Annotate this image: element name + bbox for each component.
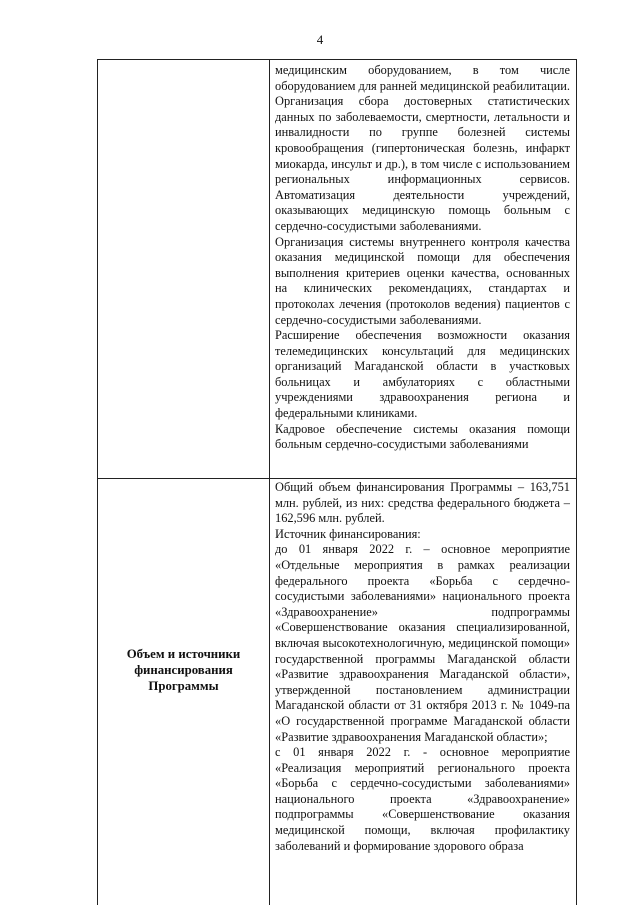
table-top-border bbox=[98, 59, 576, 60]
label-line: финансирования bbox=[134, 663, 233, 677]
row2-paragraph: до 01 января 2022 г. – основное мероприятие «Отдельные мероприятия в рамках реализации федерального проекта «Борьба с сердечно-сосудистыми заболеваниями» национального проекта «Здравоохранение» подпрограммы «Совершенствование оказания специализированной, включая высокотехнологичную, медицинской помощи» государственной программы Магаданской области «Развитие здравоохранения Магаданской области», утвержденной постановлением администрации Магаданской области от 31 октября 2013 г. № 1049-па «О государственной программе Магаданской области «Развитие здравоохранения Магаданской области»; bbox=[275, 542, 570, 744]
row1-paragraph: Расширение обеспечения возможности оказания телемедицинских консультаций для медицинских организаций Магаданской области в участковых больницах и амбулаториях с областными учреждениями здравоохранения региона и федеральными клиниками. bbox=[275, 328, 570, 421]
page-number: 4 bbox=[316, 32, 324, 47]
row2-paragraph: с 01 января 2022 г. - основное мероприятие «Реализация мероприятий регионального проекта «Борьба с сердечно-сосудистыми заболеваниями» национального проекта «Здравоохранение» подпрограммы «Совершенствование оказания медицинской помощи, включая профилактику заболеваний и формирование здорового образа bbox=[275, 745, 570, 853]
row2-paragraph: Источник финансирования: bbox=[275, 526, 421, 541]
row1-paragraph: медицинским оборудованием, в том числе оборудованием для ранней медицинской реабилитации. bbox=[275, 63, 570, 93]
label-line: Программы bbox=[148, 679, 219, 693]
row2-paragraph: Общий объем финансирования Программы – 163,751 млн. рублей, из них: средства федерального бюджета – 162,596 млн. рублей. bbox=[275, 480, 570, 526]
table-row-1-content bbox=[275, 63, 570, 453]
row1-paragraph: Организация сбора достоверных статистических данных по заболеваемости, смертности, летальности и инвалидности по группе болезней системы кровообращения (гипертоническая болезнь, инфаркт миокарда, инсульт и др.), в том числе с использованием региональных информационных сервисов. Автоматизация деятельности учреждений, оказывающих медицинскую помощь больным с сердечно-сосудистыми заболеваниями. bbox=[275, 94, 570, 233]
label-line: Объем и источники bbox=[126, 647, 241, 661]
row1-paragraph: Организация системы внутреннего контроля качества оказания медицинской помощи для обеспечения выполнения критериев оценки качества, основанных на клинических рекомендациях, стандартах и протоколах лечения (протоколов ведения) пациентов с сердечно-сосудистыми заболеваниями. bbox=[275, 234, 570, 327]
row1-paragraph: Кадровое обеспечение системы оказания помощи больным сердечно-сосудистыми заболеваниями bbox=[275, 421, 570, 452]
row-divider bbox=[98, 478, 576, 479]
document-table bbox=[97, 59, 577, 905]
column-divider bbox=[269, 59, 270, 905]
funding-section-label bbox=[98, 646, 269, 694]
table-row-2-content bbox=[275, 480, 570, 854]
